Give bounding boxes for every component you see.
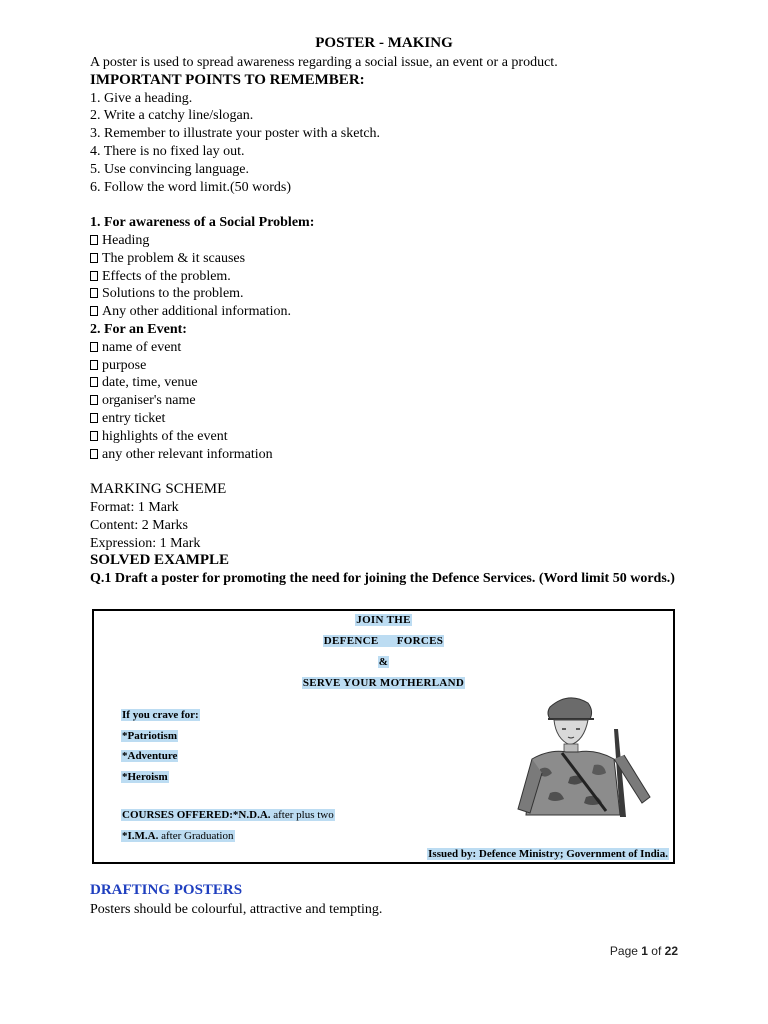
list-item-label: Effects of the problem. [102, 268, 231, 284]
list-item [90, 339, 690, 357]
poster-item: *Adventure [122, 750, 178, 762]
list-item [90, 268, 690, 286]
drafting-heading: DRAFTING POSTERS [90, 882, 243, 898]
list-item [90, 250, 690, 268]
point-item: 3. Remember to illustrate your poster with a sketch. [90, 126, 381, 142]
list-item-label: entry ticket [102, 410, 166, 426]
bullet-box-icon [90, 360, 98, 370]
list-item-label: date, time, venue [102, 375, 198, 391]
marking-item: Expression: 1 Mark [90, 535, 201, 551]
list-item [90, 446, 690, 464]
list-item-label: Solutions to the problem. [102, 286, 244, 302]
poster-item: *Heroism [122, 771, 168, 783]
list-item [90, 428, 690, 446]
question-text: Q.1 Draft a poster for promoting the need for joining the Defence Services. (Word limit 50 words.) [90, 571, 675, 587]
point-item: 5. Use convincing language. [90, 161, 250, 177]
marking-heading: MARKING SCHEME [90, 481, 227, 498]
event-heading: 2. For an Event: [90, 321, 187, 337]
list-item-label: purpose [102, 357, 147, 373]
point-item: 1. Give a heading. [90, 90, 193, 106]
poster-line-defence: DEFENCE FORCES [323, 635, 444, 647]
bullet-box-icon [90, 449, 98, 459]
list-item-label: organiser's name [102, 393, 196, 409]
bullet-box-icon [90, 431, 98, 441]
list-item [90, 232, 690, 250]
bullet-box-icon [90, 271, 98, 281]
intro-text: A poster is used to spread awareness regarding a social issue, an event or a product. [90, 55, 558, 70]
solved-heading: SOLVED EXAMPLE [90, 552, 230, 569]
list-item-label: Heading [102, 232, 150, 248]
list-item-label: Any other additional information. [102, 304, 291, 320]
poster-crave: If you crave for: [122, 709, 199, 721]
list-item [90, 285, 690, 303]
list-item-label: highlights of the event [102, 428, 228, 444]
bullet-box-icon [90, 253, 98, 263]
list-item [90, 392, 690, 410]
important-heading: IMPORTANT POINTS TO REMEMBER: [90, 71, 365, 88]
point-item: 6. Follow the word limit.(50 words) [90, 179, 292, 195]
poster-issued-by: Issued by: Defence Ministry; Government of India. [428, 848, 668, 860]
bullet-box-icon [90, 395, 98, 405]
page-number: Page 1 of 22 [609, 944, 678, 958]
list-item [90, 410, 690, 428]
bullet-box-icon [90, 235, 98, 245]
poster-courses: COURSES OFFERED:*N.D.A. after plus two [122, 809, 334, 821]
poster-ima: *I.M.A. after Graduation [122, 830, 234, 842]
bullet-box-icon [90, 342, 98, 352]
list-item-label: any other relevant information [102, 446, 273, 462]
list-item-label: The problem & it scauses [102, 250, 246, 266]
list-item [90, 357, 690, 375]
marking-item: Content: 2 Marks [90, 517, 188, 533]
bullet-box-icon [90, 306, 98, 316]
list-item [90, 374, 690, 392]
soldier-illustration [510, 689, 660, 819]
point-item: 4. There is no fixed lay out. [90, 143, 245, 159]
bullet-box-icon [90, 413, 98, 423]
drafting-text: Posters should be colourful, attractive and tempting. [90, 902, 383, 917]
list-item-label: name of event [102, 339, 182, 355]
list-item [90, 303, 690, 321]
main-content [90, 54, 690, 587]
poster-example [92, 609, 675, 864]
social-heading: 1. For awareness of a Social Problem: [90, 215, 315, 231]
bullet-box-icon [90, 288, 98, 298]
poster-item: *Patriotism [122, 730, 177, 742]
bullet-box-icon [90, 377, 98, 387]
poster-line-serve: SERVE YOUR MOTHERLAND [302, 677, 465, 689]
page-title: POSTER - MAKING [315, 35, 453, 51]
poster-line-join: JOIN THE [356, 614, 411, 626]
point-item: 2. Write a catchy line/slogan. [90, 108, 254, 124]
poster-line-ampersand: & [378, 656, 389, 668]
marking-item: Format: 1 Mark [90, 499, 179, 515]
